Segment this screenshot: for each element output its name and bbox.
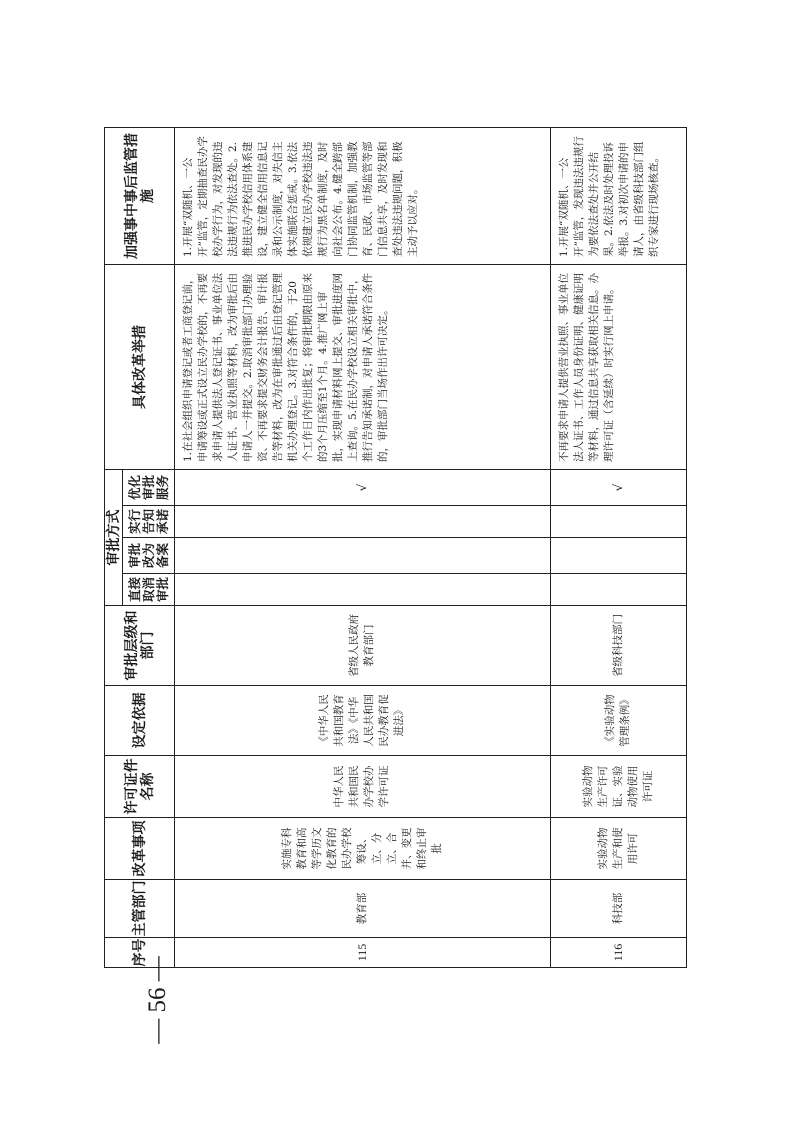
header-method-group: 审批方式	[105, 470, 123, 606]
cell-item: 实施专科教育和高等学历文化教育的民办学校筹设、立、分立、合并、变更和终止审批	[175, 818, 551, 880]
cell-basis: 《中华人民共和国教育法》《中华人民共和国民办教育促进法》	[175, 686, 551, 756]
header-dept: 主管部门	[105, 880, 175, 938]
cell-supervision: 1.开展“双随机、一公开”监管，定期抽查民办学校办学行为，对发现的违法违规行为依法查处。2.推进民办学校信用体系建设，建立健全信用信息记录和公示制度，对失信主体实施联合惩戒。3.依法依规建立民办学校违法违规行为黑名单制度，及时向社会公布。4.健全跨部门协同监管机制，加强教育、民政、市场监管等部门信息共享，及时发现和查处违法违规问题，积极主动予以应对。	[175, 128, 551, 265]
cell-optimize-check: √	[550, 470, 686, 506]
cell-dept: 教育部	[175, 880, 551, 938]
header-method-cancel: 直接取消审批	[123, 574, 175, 606]
page-number-text: — 56 —	[144, 956, 171, 1044]
header-item: 改革事项	[105, 818, 175, 880]
cell-license: 中华人民共和国民办学校办学许可证	[175, 756, 551, 818]
header-method-optimize: 优化审批服务	[123, 470, 175, 506]
header-level: 审批层级和部门	[105, 606, 175, 686]
cell-cancel	[175, 574, 551, 606]
cell-item: 实验动物生产和使用许可	[550, 818, 686, 880]
table-rotation-wrapper	[104, 128, 687, 968]
header-seq: 序号	[105, 938, 175, 968]
cell-level: 省级科技部门	[550, 606, 686, 686]
table-row-116	[550, 128, 686, 968]
cell-license: 实验动物生产许可证、实验动物使用许可证	[550, 756, 686, 818]
header-supervision: 加强事中事后监管措施	[105, 128, 175, 265]
header-license: 许可证件名称	[105, 756, 175, 818]
cell-cancel	[550, 574, 686, 606]
cell-basis: 《实验动物管理条例》	[550, 686, 686, 756]
table-row-115	[175, 128, 551, 968]
cell-measures: 不再要求申请人提供营业执照、事业单位法人证书、工作人员身份证明、健康证明等材料，通过信息共享获取相关信息。办理许可证（含延续）时实行网上申请。	[550, 265, 686, 470]
cell-optimize-check: √	[175, 470, 551, 506]
cell-seq: 115	[175, 938, 551, 968]
cell-supervision: 1.开展“双随机、一公开”监管，发现违法违规行为要依法查处并公开结果。2.依法及时处理投诉举报。3.对初次申请的申请人，由省级科技部门组织专家进行现场核查。	[550, 128, 686, 265]
page-number	[108, 956, 208, 1044]
cell-notify	[550, 506, 686, 538]
cell-record	[175, 538, 551, 574]
cell-seq: 116	[550, 938, 686, 968]
header-measures: 具体改革举措	[105, 265, 175, 470]
header-basis: 设定依据	[105, 686, 175, 756]
cell-level: 省级人民政府教育部门	[175, 606, 551, 686]
reform-table	[104, 127, 687, 968]
cell-notify	[175, 506, 551, 538]
cell-record	[550, 538, 686, 574]
cell-dept: 科技部	[550, 880, 686, 938]
cell-measures: 1.在社会组织申请登记或者工商登记前，申请筹设或正式设立民办学校的，不再要求申请人提供法人登记证书、事业单位法人证书、营业执照等材料，改为审批后由申请人一并提交。2.取消审批部门办理验资、不再要求提交财务会计报告、审计报告等材料，改为在审批通过后由登记管理机关办理登记。3.对符合条件的，于20个工作日内作出批复；将审批期限由原来的3个月压缩至1个月。4.推广网上审批，实现申请材料网上提交、审批进度网上查询。5.在民办学校设立相关审批中，推行告知承诺制，对申请人承诺符合条件的，审批部门当场作出许可决定。	[175, 265, 551, 470]
header-method-notify: 实行告知承诺	[123, 506, 175, 538]
rotated-table-frame	[104, 128, 687, 968]
header-method-record: 审批改为备案	[123, 538, 175, 574]
table-header-row-1	[105, 128, 123, 968]
